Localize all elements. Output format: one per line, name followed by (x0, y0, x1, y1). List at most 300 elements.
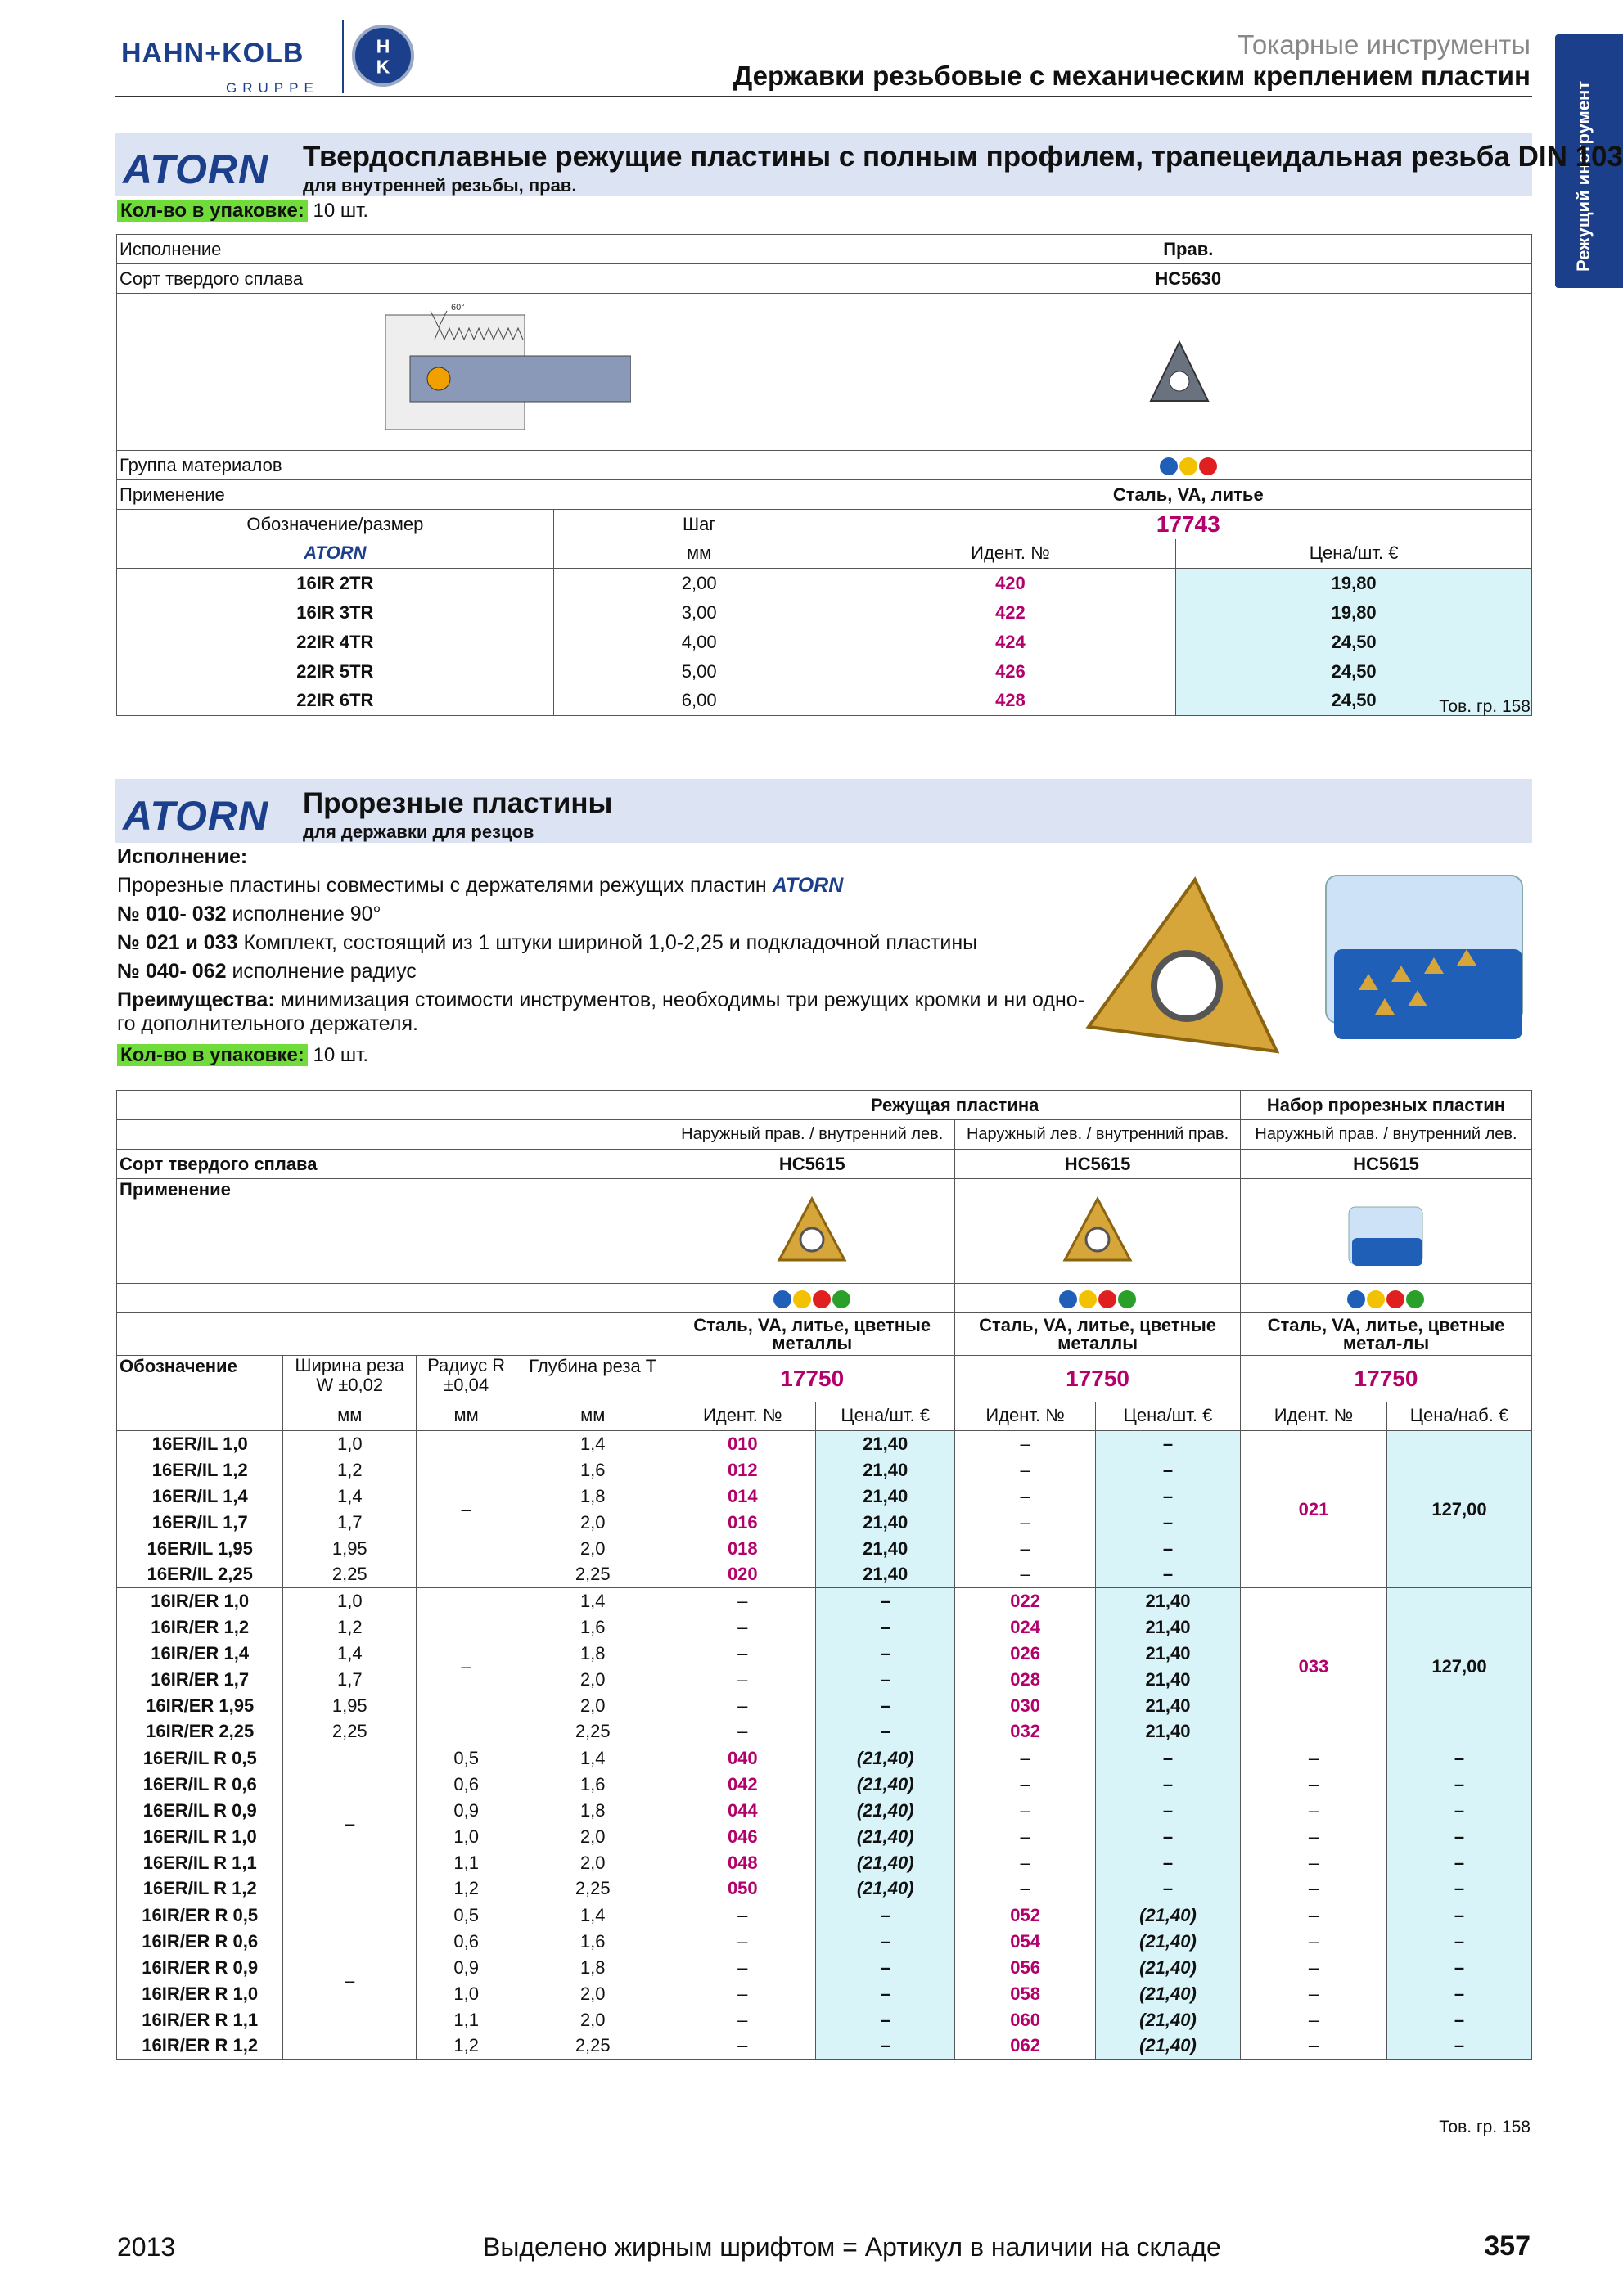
item-width: 1,2 (283, 1457, 417, 1483)
dash: – (955, 1562, 1096, 1588)
dash: – (816, 1955, 955, 1981)
item-width: 2,25 (283, 1562, 417, 1588)
item-radius: 1,1 (417, 1850, 516, 1876)
dash: – (1240, 2007, 1386, 2033)
dash: – (816, 1641, 955, 1667)
item-price: 19,80 (1176, 569, 1532, 598)
material-dots (845, 451, 1531, 480)
item-ident: 018 (669, 1536, 816, 1562)
dash: – (1240, 1798, 1386, 1824)
price-3: Цена/наб. € (1386, 1402, 1531, 1431)
item-width: 2,25 (283, 1719, 417, 1745)
section1-table (116, 234, 1532, 716)
dash: – (955, 1431, 1096, 1457)
dash: – (816, 2033, 955, 2060)
item-depth: 1,6 (516, 1614, 669, 1641)
dash: – (669, 1902, 816, 1929)
item-step: 3,00 (553, 598, 845, 628)
dash: – (1096, 1798, 1241, 1824)
item-depth: 2,0 (516, 1667, 669, 1693)
item-width: 1,7 (283, 1667, 417, 1693)
header-insert-set: Набор прорезных пластин (1240, 1091, 1531, 1120)
item-price: 24,50 (1176, 657, 1532, 687)
section2-table (116, 1090, 1532, 2060)
item-width: 1,4 (283, 1483, 417, 1510)
footer-year: 2013 (117, 2232, 176, 2262)
item-depth: 2,0 (516, 2007, 669, 2033)
table-row (117, 657, 1532, 687)
dash: – (669, 1955, 816, 1981)
item-designation: 16ER/IL R 1,2 (117, 1876, 283, 1902)
item-depth: 1,8 (516, 1483, 669, 1510)
item-price: (21,40) (1096, 2007, 1241, 2033)
item-depth: 1,4 (516, 1745, 669, 1772)
dash: – (955, 1772, 1096, 1798)
dash: – (669, 1641, 816, 1667)
dots-1 (669, 1284, 955, 1313)
dash: – (1240, 1955, 1386, 1981)
item-ident: 050 (669, 1876, 816, 1902)
item-price: (21,40) (1096, 1902, 1241, 1929)
item-width: 1,0 (283, 1431, 417, 1457)
item-radius: 0,9 (417, 1955, 516, 1981)
dash: – (955, 1824, 1096, 1850)
value-prim: Сталь, VA, литье (845, 480, 1531, 510)
item-ident: 426 (845, 657, 1176, 687)
dash: – (1096, 1745, 1241, 1772)
variant-1: Наружный прав. / внутренний лев. (669, 1120, 955, 1150)
svg-text:H: H (376, 35, 390, 57)
item-ident: 012 (669, 1457, 816, 1483)
insert-image (1143, 335, 1216, 409)
page-title: Державки резьбовые с механическим креплением пластин (733, 61, 1531, 91)
dash: – (669, 2007, 816, 2033)
dash: – (1096, 1562, 1241, 1588)
item-ident: 056 (955, 1955, 1096, 1981)
item-designation: 16ER/IL 1,7 (117, 1510, 283, 1536)
group-number: 17743 (845, 510, 1531, 539)
table-row (117, 598, 1532, 628)
mm-r: мм (417, 1402, 516, 1431)
svg-text:K: K (376, 56, 390, 78)
qty-label: Кол-во в упаковке: (117, 1044, 308, 1066)
item-ident: 428 (845, 687, 1176, 716)
item-designation: 16ER/IL 1,0 (117, 1431, 283, 1457)
dash: – (816, 1667, 955, 1693)
col-depth: Глубина реза T (516, 1356, 669, 1402)
item-radius: 1,2 (417, 2033, 516, 2060)
dash: – (1386, 1772, 1531, 1798)
item-radius: 0,6 (417, 1772, 516, 1798)
image-cell-1 (669, 1179, 955, 1284)
page-category: Токарные инструменты (1238, 29, 1531, 60)
col-width: Ширина реза W ±0,02 (283, 1356, 417, 1402)
qty-label: Кол-во в упаковке: (117, 200, 308, 222)
col-mm: мм (553, 539, 845, 569)
dash: – (1096, 1772, 1241, 1798)
item-step: 2,00 (553, 569, 845, 598)
col-design: Обозначение (117, 1356, 283, 1402)
item-price: 21,40 (1096, 1641, 1241, 1667)
price-1: Цена/шт. € (816, 1402, 955, 1431)
item-depth: 2,0 (516, 1981, 669, 2007)
item-price: 21,40 (816, 1536, 955, 1562)
item-width: 1,2 (283, 1614, 417, 1641)
item-depth: 2,25 (516, 1876, 669, 1902)
sort-2: HC5615 (955, 1150, 1241, 1179)
item-price: 24,50 (1176, 687, 1532, 716)
dash: – (955, 1798, 1096, 1824)
prim-3: Сталь, VA, литье, цветные метал-лы (1240, 1313, 1531, 1356)
dash: – (1386, 1850, 1531, 1876)
dash: – (1386, 2033, 1531, 2060)
item-price: 21,40 (816, 1510, 955, 1536)
item-ident: 022 (955, 1588, 1096, 1614)
item-depth: 2,0 (516, 1693, 669, 1719)
item-designation: 22IR 5TR (117, 657, 554, 687)
dash: – (1386, 1745, 1531, 1772)
section1-banner (115, 133, 1623, 196)
section1-qty (117, 200, 368, 223)
dash: – (1386, 1876, 1531, 1902)
dash: – (1240, 1824, 1386, 1850)
dash: – (1096, 1876, 1241, 1902)
atorn-small-logo: ATORN (117, 539, 554, 569)
dot-red (1199, 457, 1217, 475)
item-depth: 1,8 (516, 1798, 669, 1824)
dash: – (1386, 1981, 1531, 2007)
item-price: (21,40) (816, 1824, 955, 1850)
table-row (117, 569, 1532, 598)
dash: – (1240, 1929, 1386, 1955)
item-width: 1,95 (283, 1536, 417, 1562)
item-ident: 054 (955, 1929, 1096, 1955)
price-2: Цена/шт. € (1096, 1402, 1241, 1431)
atorn-logo: ATORN (123, 793, 269, 839)
insert-image-cell (845, 294, 1531, 451)
footer-note: Выделено жирным шрифтом = Артикул в наличии на складе (483, 2232, 1221, 2262)
dash: – (1386, 1902, 1531, 1929)
item-ident: 020 (669, 1562, 816, 1588)
table-row (117, 1431, 1532, 1457)
item-depth: 2,25 (516, 2033, 669, 2060)
item-designation: 16IR 2TR (117, 569, 554, 598)
item-price: 21,40 (1096, 1588, 1241, 1614)
text-n2: № 021 и 033 Комплект, состоящий из 1 штуки шириной 1,0-2,25 и подкладочной пластины (117, 931, 978, 954)
item-radius: 0,9 (417, 1798, 516, 1824)
dash: – (1096, 1536, 1241, 1562)
dash: – (1240, 1876, 1386, 1902)
dash: – (1096, 1483, 1241, 1510)
item-ident: 042 (669, 1772, 816, 1798)
item-price: 21,40 (1096, 1667, 1241, 1693)
item-designation: 16IR/ER 2,25 (117, 1719, 283, 1745)
item-width: 1,0 (283, 1588, 417, 1614)
label-prim: Применение (117, 480, 845, 510)
atorn-logo: ATORN (123, 146, 269, 192)
hk-emblem-icon (352, 25, 414, 87)
item-price: 21,40 (816, 1457, 955, 1483)
dash: – (1096, 1824, 1241, 1850)
item-step: 5,00 (553, 657, 845, 687)
insert-set-box-photo (1318, 859, 1539, 1056)
width-dash: – (283, 1902, 417, 2060)
item-ident: 016 (669, 1510, 816, 1536)
ident-3: Идент. № (1240, 1402, 1386, 1431)
dash: – (955, 1745, 1096, 1772)
item-depth: 2,0 (516, 1536, 669, 1562)
dash: – (1386, 1824, 1531, 1850)
mm-t: мм (516, 1402, 669, 1431)
dash: – (669, 1614, 816, 1641)
item-price: (21,40) (1096, 1929, 1241, 1955)
item-depth: 2,0 (516, 1824, 669, 1850)
dash: – (816, 1693, 955, 1719)
section2-title: Прорезные пластины (303, 787, 613, 819)
table-row (117, 1902, 1532, 1929)
dash: – (955, 1850, 1096, 1876)
table-row (117, 628, 1532, 657)
label-sort: Сорт твердого сплава (117, 1150, 669, 1179)
item-price: (21,40) (816, 1850, 955, 1876)
item-depth: 1,8 (516, 1641, 669, 1667)
item-ident: 420 (845, 569, 1176, 598)
variant-3: Наружный прав. / внутренний лев. (1240, 1120, 1531, 1150)
item-price: 21,40 (1096, 1693, 1241, 1719)
item-ident: 046 (669, 1824, 816, 1850)
value-ispoln: Прав. (845, 235, 1531, 264)
item-price: 21,40 (816, 1431, 955, 1457)
item-depth: 1,8 (516, 1955, 669, 1981)
item-depth: 2,25 (516, 1562, 669, 1588)
item-designation: 16IR/ER 1,95 (117, 1693, 283, 1719)
item-designation: 16ER/IL R 1,1 (117, 1850, 283, 1876)
item-designation: 22IR 4TR (117, 628, 554, 657)
label-ispoln: Исполнение (117, 235, 845, 264)
item-price: 21,40 (1096, 1719, 1241, 1745)
section1-subtitle: для внутренней резьбы, прав. (303, 175, 577, 196)
item-designation: 16IR/ER R 0,5 (117, 1902, 283, 1929)
item-price: (21,40) (816, 1876, 955, 1902)
item-designation: 16IR/ER 1,7 (117, 1667, 283, 1693)
dots-2 (955, 1284, 1241, 1313)
item-designation: 16IR/ER R 1,1 (117, 2007, 283, 2033)
prim-1: Сталь, VA, литье, цветные металлы (669, 1313, 955, 1356)
item-width: 1,4 (283, 1641, 417, 1667)
item-ident: 048 (669, 1850, 816, 1876)
image-cell-3 (1240, 1179, 1531, 1284)
dash: – (1386, 1798, 1531, 1824)
item-price: 21,40 (1096, 1614, 1241, 1641)
col-step: Шаг (553, 510, 845, 539)
brand-name: HAHN+KOLB (121, 38, 304, 69)
item-width: 1,95 (283, 1693, 417, 1719)
item-designation: 16IR/ER 1,0 (117, 1588, 283, 1614)
set-price: 127,00 (1386, 1431, 1531, 1588)
item-ident: 058 (955, 1981, 1096, 2007)
col-radius: Радиус R ±0,04 (417, 1356, 516, 1402)
item-price: 24,50 (1176, 628, 1532, 657)
label-sort: Сорт твердого сплава (117, 264, 845, 294)
text-n3: № 040- 062 исполнение радиус (117, 960, 417, 983)
dash: – (1240, 2033, 1386, 2060)
width-dash: – (283, 1745, 417, 1902)
svg-text:60°: 60° (451, 302, 465, 313)
item-ident: 014 (669, 1483, 816, 1510)
radius-dash: – (417, 1588, 516, 1745)
item-designation: 16IR/ER R 0,6 (117, 1929, 283, 1955)
dash: – (816, 1719, 955, 1745)
hahn-kolb-logo (121, 20, 416, 96)
item-ident: 052 (955, 1902, 1096, 1929)
text-n1: № 010- 032 исполнение 90° (117, 903, 381, 925)
label-gruppa: Группа материалов (117, 451, 845, 480)
col-price: Цена/шт. € (1176, 539, 1532, 569)
dash: – (1386, 1929, 1531, 1955)
grp-3: 17750 (1240, 1356, 1531, 1402)
dash: – (1096, 1431, 1241, 1457)
dash: – (1386, 1955, 1531, 1981)
item-ident: 044 (669, 1798, 816, 1824)
ident-1: Идент. № (669, 1402, 816, 1431)
variant-2: Наружный лев. / внутренний прав. (955, 1120, 1241, 1150)
item-designation: 16ER/IL R 0,5 (117, 1745, 283, 1772)
dash: – (669, 1693, 816, 1719)
item-depth: 1,4 (516, 1588, 669, 1614)
item-designation: 16ER/IL R 0,6 (117, 1772, 283, 1798)
sort-1: HC5615 (669, 1150, 955, 1179)
item-step: 6,00 (553, 687, 845, 716)
logo-divider (342, 20, 344, 93)
set-ident: 021 (1240, 1431, 1386, 1588)
item-designation: 16IR/ER R 0,9 (117, 1955, 283, 1981)
item-radius: 1,1 (417, 2007, 516, 2033)
grp-1: 17750 (669, 1356, 955, 1402)
dash: – (1240, 1772, 1386, 1798)
dash: – (1386, 2007, 1531, 2033)
item-designation: 22IR 6TR (117, 687, 554, 716)
set-price: 127,00 (1386, 1588, 1531, 1745)
insert-set-image (1341, 1191, 1431, 1272)
item-price: (21,40) (816, 1798, 955, 1824)
header-divider (115, 96, 1532, 97)
thread-profile-diagram (385, 299, 631, 446)
sort-3: HC5615 (1240, 1150, 1531, 1179)
item-price: (21,40) (1096, 2033, 1241, 2060)
item-radius: 1,0 (417, 1981, 516, 2007)
dash: – (816, 1614, 955, 1641)
item-designation: 16IR/ER 1,2 (117, 1614, 283, 1641)
grp-2: 17750 (955, 1356, 1241, 1402)
dash: – (955, 1457, 1096, 1483)
prim-2: Сталь, VA, литье, цветные металлы (955, 1313, 1241, 1356)
item-designation: 16IR 3TR (117, 598, 554, 628)
item-depth: 1,6 (516, 1772, 669, 1798)
dash: – (669, 2033, 816, 2060)
section2-subtitle: для державки для резцов (303, 822, 534, 842)
image-cell-2 (955, 1179, 1241, 1284)
dash: – (816, 1981, 955, 2007)
header-cut-insert: Режущая пластина (669, 1091, 1241, 1120)
item-designation: 16ER/IL 1,2 (117, 1457, 283, 1483)
item-price: (21,40) (1096, 1955, 1241, 1981)
item-ident: 422 (845, 598, 1176, 628)
text-adv: Преимущества: минимизация стоимости инструментов, необходимы три режущих кромки и ни одно- (117, 988, 1085, 1011)
text-ispoln: Исполнение: (117, 845, 248, 868)
item-price: (21,40) (816, 1772, 955, 1798)
item-ident: 030 (955, 1693, 1096, 1719)
dash: – (669, 1929, 816, 1955)
item-radius: 0,5 (417, 1745, 516, 1772)
dash: – (669, 1719, 816, 1745)
section2-text (117, 843, 1084, 1069)
dash: – (816, 1902, 955, 1929)
dash: – (1096, 1510, 1241, 1536)
item-ident: 062 (955, 2033, 1096, 2060)
item-designation: 16ER/IL 2,25 (117, 1562, 283, 1588)
item-ident: 010 (669, 1431, 816, 1457)
section2-tovgr: Тов. гр. 158 (1439, 2118, 1531, 2136)
item-designation: 16IR/ER R 1,0 (117, 1981, 283, 2007)
brand-gruppe: GRUPPE (226, 80, 319, 96)
item-designation: 16ER/IL R 0,9 (117, 1798, 283, 1824)
dash: – (1240, 1981, 1386, 2007)
dash: – (669, 1588, 816, 1614)
item-radius: 0,5 (417, 1902, 516, 1929)
ident-2: Идент. № (955, 1402, 1096, 1431)
thread-diagram-cell (117, 294, 845, 451)
item-depth: 1,6 (516, 1457, 669, 1483)
item-ident: 424 (845, 628, 1176, 657)
item-ident: 024 (955, 1614, 1096, 1641)
table-row (117, 1588, 1532, 1614)
dash: – (955, 1510, 1096, 1536)
item-designation: 16ER/IL 1,4 (117, 1483, 283, 1510)
text-compat: Прорезные пластины совместимы с держателями режущих пластин ATORN (117, 874, 844, 897)
dash: – (1096, 1850, 1241, 1876)
section1-tovgr: Тов. гр. 158 (1439, 697, 1531, 716)
text-adv2: го дополнительного держателя. (117, 1012, 418, 1035)
item-designation: 16ER/IL 1,95 (117, 1536, 283, 1562)
dash: – (955, 1536, 1096, 1562)
item-ident: 032 (955, 1719, 1096, 1745)
section2-banner (115, 779, 1532, 843)
qty-value: 10 шт. (313, 1044, 369, 1066)
item-depth: 2,0 (516, 1850, 669, 1876)
item-depth: 1,4 (516, 1902, 669, 1929)
item-price: (21,40) (1096, 1981, 1241, 2007)
radius-dash: – (417, 1431, 516, 1588)
item-depth: 2,25 (516, 1719, 669, 1745)
item-depth: 1,4 (516, 1431, 669, 1457)
qty-value: 10 шт. (313, 200, 369, 222)
dash: – (1240, 1850, 1386, 1876)
item-step: 4,00 (553, 628, 845, 657)
section2-qty (117, 1041, 1084, 1069)
dots-3 (1240, 1284, 1531, 1313)
item-ident: 060 (955, 2007, 1096, 2033)
dash: – (955, 1876, 1096, 1902)
item-designation: 16ER/IL R 1,0 (117, 1824, 283, 1850)
dot-yellow (1179, 457, 1197, 475)
col-design: Обозначение/размер (117, 510, 554, 539)
dash: – (816, 2007, 955, 2033)
dash: – (669, 1667, 816, 1693)
insert-image-2 (1057, 1191, 1138, 1272)
item-price: 21,40 (816, 1562, 955, 1588)
table-row (117, 1745, 1532, 1772)
dash: – (816, 1588, 955, 1614)
